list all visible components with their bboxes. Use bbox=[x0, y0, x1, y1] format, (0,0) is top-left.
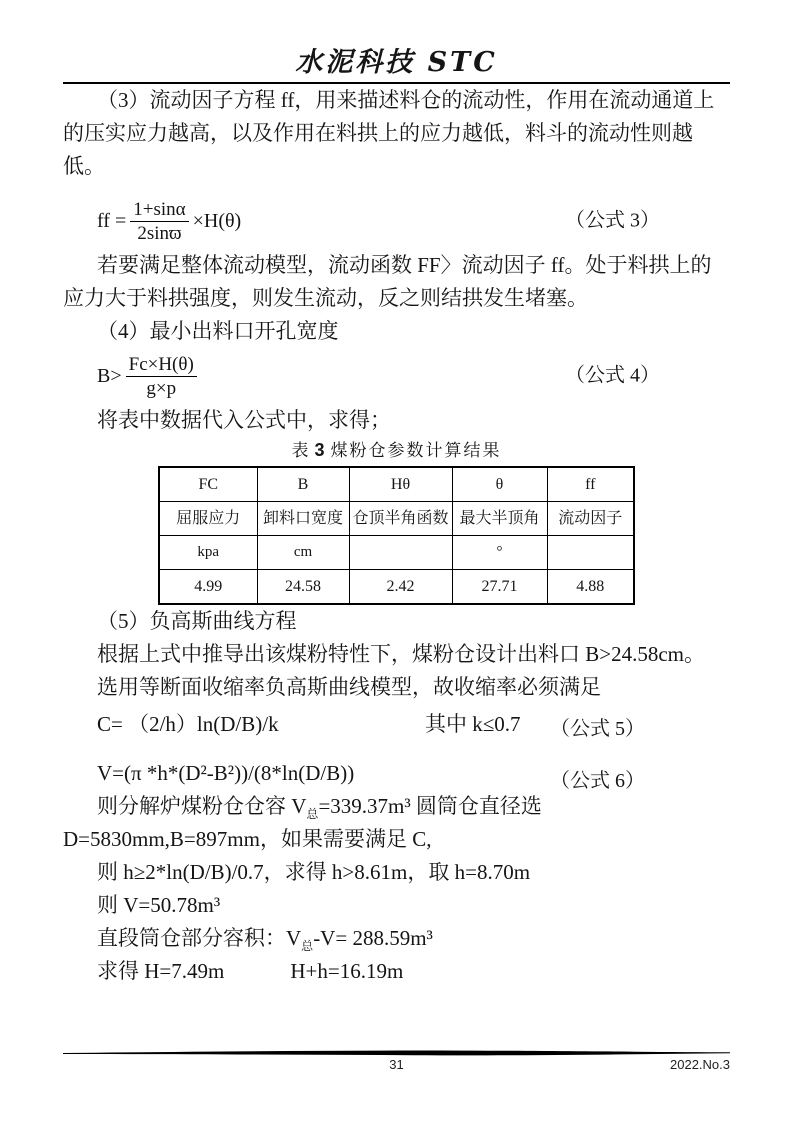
paragraph-v-result: 则 V=50.78m³ bbox=[97, 893, 221, 917]
formula-4-denominator: g×p bbox=[146, 377, 177, 399]
table-cell: 卸料口宽度 bbox=[257, 502, 349, 536]
table-cell: Hθ bbox=[349, 467, 452, 502]
formula-3-rhs: ×H(θ) bbox=[192, 209, 242, 232]
table-cell: cm bbox=[257, 536, 349, 570]
heading-section-4: （4）最小出料口开孔宽度 bbox=[97, 319, 339, 343]
table-cell bbox=[547, 536, 634, 570]
table-row-names bbox=[159, 502, 634, 536]
results-table bbox=[158, 466, 635, 605]
table-cell: 最大半顶角 bbox=[452, 502, 547, 536]
formula-3-fraction bbox=[130, 198, 188, 245]
table-caption-title: 煤粉仓参数计算结果 bbox=[330, 441, 502, 460]
table-cell: 27.71 bbox=[452, 570, 547, 605]
text-segment: -V= 288.59m³ bbox=[313, 926, 433, 950]
heading-section-5: （5）负高斯曲线方程 bbox=[97, 609, 297, 633]
text-segment: 直段筒仓部分容积：V bbox=[97, 926, 302, 950]
text-segment: H+h=16.19m bbox=[290, 959, 404, 983]
formula-3-numerator: 1+sinα bbox=[130, 198, 188, 222]
subscript-total: 总 bbox=[301, 939, 314, 953]
table-caption-prefix: 表 bbox=[291, 441, 311, 460]
subscript-total: 总 bbox=[306, 807, 319, 821]
text-segment: 则分解炉煤粉仓仓容 V bbox=[97, 794, 307, 818]
formula-3-label: （公式 3） bbox=[565, 209, 660, 232]
table-cell: 仓顶半角函数 bbox=[349, 502, 452, 536]
formula-6 bbox=[63, 757, 730, 790]
formula-5 bbox=[63, 708, 730, 741]
paragraph-derived-outlet: 根据上式中推导出该煤粉特性下，煤粉仓设计出料口 B>24.58cm。 bbox=[97, 642, 706, 666]
table-cell: B bbox=[257, 467, 349, 502]
table-row-units bbox=[159, 536, 634, 570]
formula-4-fraction bbox=[126, 353, 197, 400]
formula-3-lhs: ff = bbox=[97, 209, 127, 232]
table-cell: 流动因子 bbox=[547, 502, 634, 536]
paragraph-h-result: 则 h≥2*ln(D/B)/0.7，求得 h>8.61m，取 h=8.70m bbox=[97, 860, 531, 884]
formula-4-label: （公式 4） bbox=[565, 364, 660, 387]
page-number: 31 bbox=[389, 1057, 404, 1072]
table-cell: 屈服应力 bbox=[159, 502, 257, 536]
issue-number: 2022.No.3 bbox=[670, 1057, 730, 1072]
text-segment: =339.37m³ 圆筒仓直径选 D=5830mm,B=897mm，如果需要满足 C, bbox=[63, 794, 542, 851]
paragraph-mass-flow: 若要满足整体流动模型，流动函数 FF〉流动因子 ff。处于料拱上的应力大于料拱强度，则发生流动，反之则结拱发生堵塞。 bbox=[63, 253, 712, 310]
article-body bbox=[63, 84, 730, 988]
paragraph-final-heights bbox=[63, 955, 730, 988]
footer-rule bbox=[63, 1049, 730, 1057]
table-cell: θ bbox=[452, 467, 547, 502]
table-cell: ° bbox=[452, 536, 547, 570]
formula-5-expression: C= （2/h）ln(D/B)/k bbox=[97, 712, 279, 736]
text-segment: 求得 H=7.49m bbox=[97, 959, 225, 983]
formula-3-denominator: 2sinϖ bbox=[137, 222, 182, 244]
table-cell: kpa bbox=[159, 536, 257, 570]
table-cell bbox=[349, 536, 452, 570]
table-cell: 4.88 bbox=[547, 570, 634, 605]
paragraph-gauss-model: 选用等断面收缩率负高斯曲线模型，故收缩率必须满足 bbox=[97, 675, 601, 699]
table-cell: 24.58 bbox=[257, 570, 349, 605]
table-caption-number: 3 bbox=[314, 440, 325, 460]
formula-6-label: （公式 6） bbox=[550, 770, 645, 792]
formula-3 bbox=[63, 193, 730, 249]
paragraph-flow-factor: （3）流动因子方程 ff，用来描述料仓的流动性，作用在流动通道上的压实应力越高，以及作用在料拱上的应力越低，料斗的流动性则越低。 bbox=[63, 88, 715, 178]
table-cell: 2.42 bbox=[349, 570, 452, 605]
table-caption bbox=[63, 437, 730, 464]
paragraph-substitute-data: 将表中数据代入公式中，求得； bbox=[97, 408, 391, 432]
paragraph-straight-section bbox=[63, 922, 730, 955]
formula-4-lhs: B> bbox=[97, 364, 122, 387]
table-row-symbols bbox=[159, 467, 634, 502]
journal-title: 水泥科技 STC bbox=[295, 47, 498, 78]
formula-5-condition: 其中 k≤0.7 bbox=[425, 712, 521, 736]
formula-4 bbox=[63, 348, 730, 404]
table-cell: FC bbox=[159, 467, 257, 502]
formula-6-expression: V=(π *h*(D²-B²))/(8*ln(D/B)) bbox=[97, 761, 355, 785]
paragraph-silo-volume bbox=[63, 790, 730, 856]
table-row-values bbox=[159, 570, 634, 605]
table-cell: ff bbox=[547, 467, 634, 502]
formula-4-numerator: Fc×H(θ) bbox=[126, 353, 197, 377]
formula-5-label: （公式 5） bbox=[550, 718, 645, 740]
table-cell: 4.99 bbox=[159, 570, 257, 605]
